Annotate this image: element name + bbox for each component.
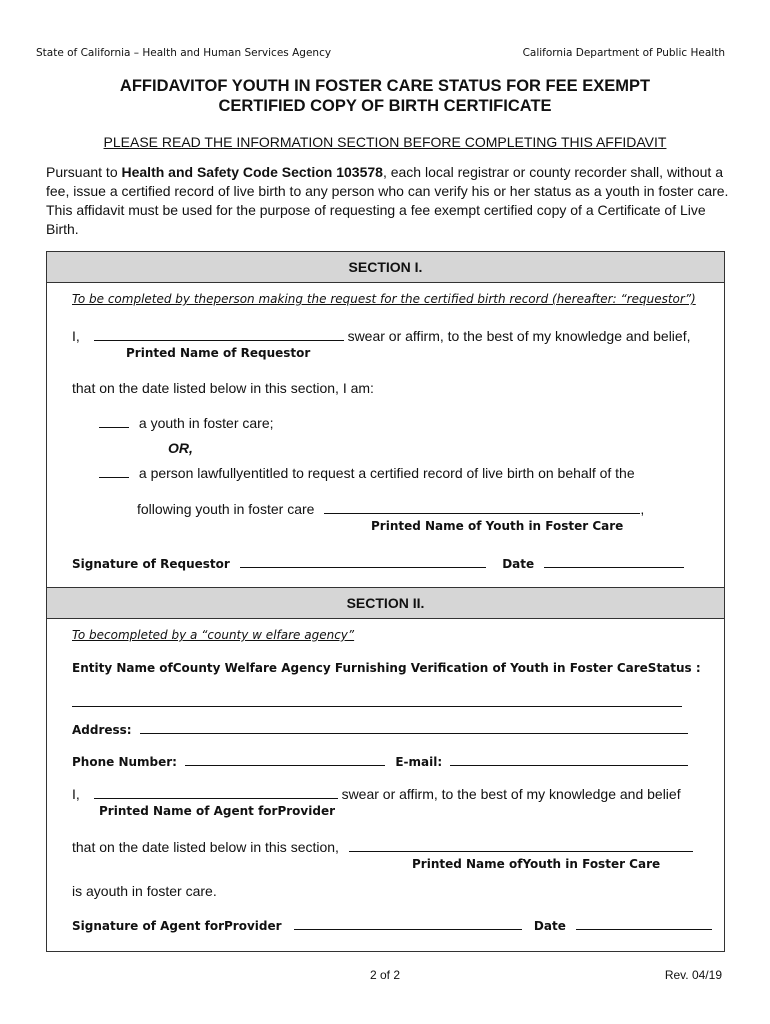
section-1-box xyxy=(46,251,725,589)
entity-name-row xyxy=(72,694,682,712)
agent-date-field[interactable] xyxy=(576,917,712,930)
document-title-line1: AFFIDAVITOF YOUTH IN FOSTER CARE STATUS FOR FEE EXEMPT xyxy=(119,77,651,95)
address-label: Address: xyxy=(72,723,132,737)
page-number: 2 of 2 xyxy=(369,968,401,982)
foster-status-text: is ayouth in foster care. xyxy=(72,883,217,899)
intro-rest: , each local registrar or county recorder shall, without a fee, issue a certified record of live birth to any person who can verify his or her status as a youth in foster care. This affidavit must be used for the purpose of requesting a fee exempt certified copy of a Certificate of Live Birth. xyxy=(46,164,729,237)
requestor-name-caption: Printed Name of Requestor xyxy=(126,346,311,360)
intro-paragraph xyxy=(46,163,736,239)
youth-option-checkbox[interactable] xyxy=(99,415,129,428)
i-label: I, xyxy=(72,786,80,802)
section-1-swear-row xyxy=(72,328,690,344)
agent-name-caption: Printed Name of Agent forProvider xyxy=(99,804,336,818)
youth-name-comma: , xyxy=(640,501,645,517)
or-text: OR, xyxy=(168,440,193,456)
email-label: E-mail: xyxy=(395,755,443,769)
intro-code-reference: Health and Safety Code Section 103578 xyxy=(121,164,383,180)
requestor-signature-field[interactable] xyxy=(240,555,486,568)
option-entitled-row xyxy=(99,465,635,481)
section-1-date-line: that on the date listed below in this section, I am: xyxy=(72,380,374,396)
email-field[interactable] xyxy=(450,753,688,766)
option-youth-text: a youth in foster care; xyxy=(138,415,274,431)
following-youth-row xyxy=(137,501,644,517)
section-1-instruction: To be completed by theperson making the request for the certified birth record (hereafter: “requestor”) xyxy=(72,292,696,306)
agent-signature-field[interactable] xyxy=(294,917,522,930)
agent-date-label: Date xyxy=(533,919,566,933)
foster-youth-name-caption: Printed Name ofYouth in Foster Care xyxy=(412,857,661,871)
requestor-name-field[interactable] xyxy=(94,328,344,341)
swear-text: swear or affirm, to the best of my knowledge and belief, xyxy=(347,328,691,344)
i-label: I, xyxy=(72,328,80,344)
section-2-box xyxy=(46,587,725,952)
section-2-date-row xyxy=(72,839,693,855)
foster-youth-name-field[interactable] xyxy=(349,839,693,852)
revision-date: Rev. 04/19 xyxy=(664,968,722,982)
agency-header: State of California – Health and Human Services Agency xyxy=(36,47,332,59)
address-row xyxy=(72,721,688,737)
option-youth-row xyxy=(99,415,274,431)
entity-name-field[interactable] xyxy=(72,694,682,707)
signature-label: Signature of Requestor xyxy=(72,557,230,571)
requestor-date-field[interactable] xyxy=(544,555,684,568)
agent-signature-label: Signature of Agent forProvider xyxy=(72,919,282,933)
following-text: following youth in foster care xyxy=(137,501,315,517)
date-label: Date xyxy=(502,557,535,571)
section-2-heading: SECTION II. xyxy=(47,588,724,619)
entitled-option-checkbox[interactable] xyxy=(99,465,129,478)
department-header: California Department of Public Health xyxy=(522,47,725,59)
section-2-instruction: To becompleted by a “county w elfare agency” xyxy=(72,628,355,642)
intro-prefix: Pursuant to xyxy=(46,164,122,180)
document-title-line2: CERTIFIED COPY OF BIRTH CERTIFICATE xyxy=(218,97,552,115)
phone-label: Phone Number: xyxy=(72,755,177,769)
swear-text: swear or affirm, to the best of my knowledge and belief xyxy=(341,786,681,802)
section-2-swear-row xyxy=(72,786,681,802)
youth-name-field[interactable] xyxy=(324,501,640,514)
section-2-date-line: that on the date listed below in this section, xyxy=(72,839,339,855)
entity-name-label: Entity Name ofCounty Welfare Agency Furnishing Verification of Youth in Foster CareStatus : xyxy=(72,661,701,675)
address-field[interactable] xyxy=(140,721,688,734)
phone-field[interactable] xyxy=(185,753,385,766)
option-entitled-text: a person lawfullyentitled to request a certified record of live birth on behalf of the xyxy=(138,465,635,481)
section-1-heading: SECTION I. xyxy=(47,252,724,283)
contact-row xyxy=(72,753,688,769)
read-notice: PLEASE READ THE INFORMATION SECTION BEFORE COMPLETING THIS AFFIDAVIT xyxy=(103,134,667,150)
agent-name-field[interactable] xyxy=(94,786,338,799)
requestor-signature-row xyxy=(72,555,684,571)
youth-name-caption: Printed Name of Youth in Foster Care xyxy=(371,519,624,533)
agent-signature-row xyxy=(72,917,712,933)
